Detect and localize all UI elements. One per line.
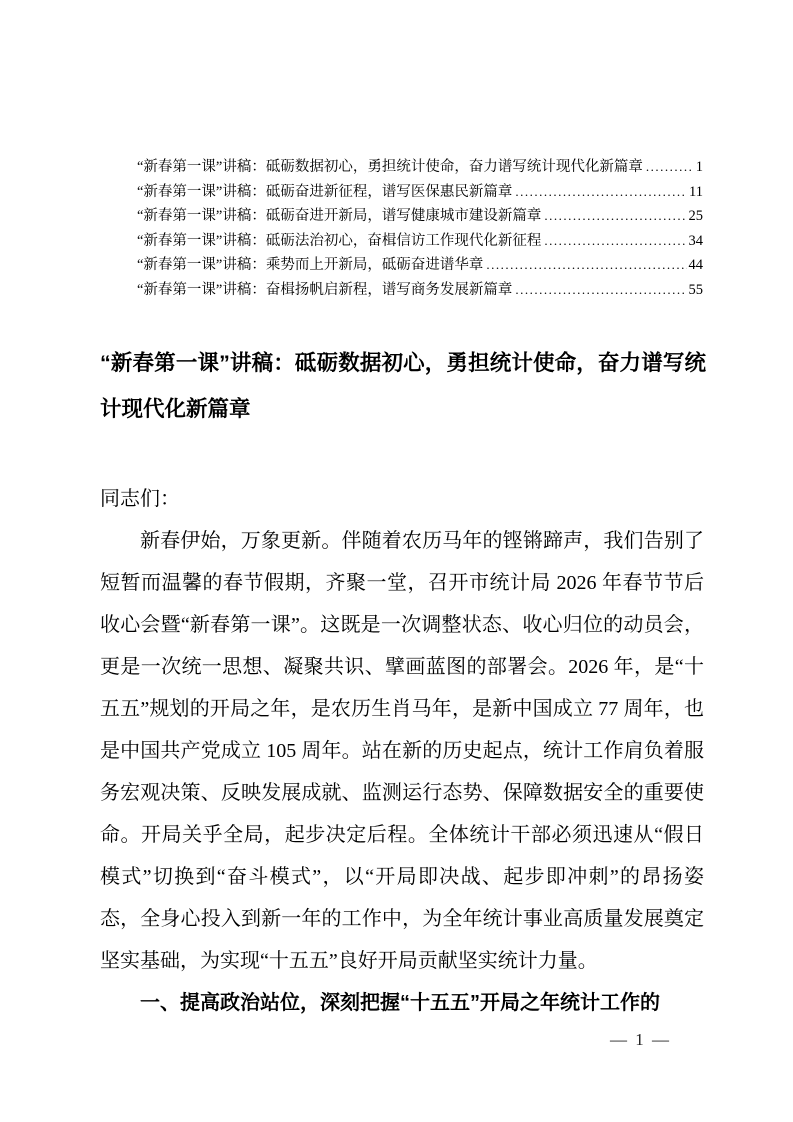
toc-entry[interactable] [137,155,703,180]
toc-entry-title: “新春第一课”讲稿：奋楫扬帆启新程，谱写商务发展新篇章 [137,281,513,298]
page-number: — 1 — [610,1030,671,1049]
toc-leader-dots [544,229,686,254]
body-paragraph: 新春伊始，万象更新。伴随着农历马年的铿锵蹄声，我们告别了短暂而温馨的春节假期，齐聚一堂，召开市统计局 2026 年春节节后收心会暨“新春第一课”。这既是一次调整状态、收心归位的动员会，更是一次统一思想、凝聚共识、擘画蓝图的部署会。2026 年，是“十五五”规划的开局之年，是农历生肖马年，是新中国成立 77 周年，也是中国共产党成立 105 周年。站在新的历史起点，统计工作肩负着服务宏观决策、反映发展成就、监测运行态势、保障数据安全的重要使命。开局关乎全局，起步决定后程。全体统计干部必须迅速从“假日模式”切换到“奋斗模式”，以“开局即决战、起步即冲刺”的昂扬姿态，全身心投入到新一年的工作中，为全年统计事业高质量发展奠定坚实基础，为实现“十五五”良好开局贡献坚实统计力量。 [100,530,704,972]
toc-leader-dots [486,253,686,278]
toc-entry[interactable] [137,253,703,278]
toc-entry-page: 44 [688,257,703,273]
toc-entry[interactable] [137,229,703,254]
toc-entry[interactable] [137,204,703,229]
toc-entry-page: 55 [688,281,703,298]
toc-entry[interactable] [137,278,703,303]
toc-entry-title: “新春第一课”讲稿：砥砺奋进新征程，谱写医保惠民新篇章 [137,183,513,200]
toc-entry-title: “新春第一课”讲稿：砥砺奋进开新局，谱写健康城市建设新篇章 [137,208,542,224]
toc-entry-title: “新春第一课”讲稿：砥砺法治初心，奋楫信访工作现代化新征程 [137,232,542,249]
document-title: “新春第一课”讲稿：砥砺数据初心，勇担统计使命，奋力谱写统计现代化新篇章 [100,351,706,421]
section-heading: 一、提高政治站位，深刻把握“十五五”开局之年统计工作的 [140,992,660,1014]
salutation: 同志们： [100,488,180,510]
toc-entry-page: 11 [689,183,703,200]
toc-entry-page: 1 [695,159,703,175]
toc-entry-page: 34 [688,232,703,249]
toc-leader-dots [515,278,686,303]
toc-leader-dots [646,155,694,180]
toc-entry[interactable] [137,180,703,205]
table-of-contents [137,155,703,302]
document-body [100,478,704,1024]
toc-leader-dots [544,204,686,229]
toc-entry-page: 25 [688,208,703,224]
toc-entry-title: “新春第一课”讲稿：砥砺数据初心，勇担统计使命，奋力谱写统计现代化新篇章 [137,159,643,175]
toc-leader-dots [515,180,687,205]
toc-entry-title: “新春第一课”讲稿：乘势而上开新局，砥砺奋进谱华章 [137,257,484,273]
